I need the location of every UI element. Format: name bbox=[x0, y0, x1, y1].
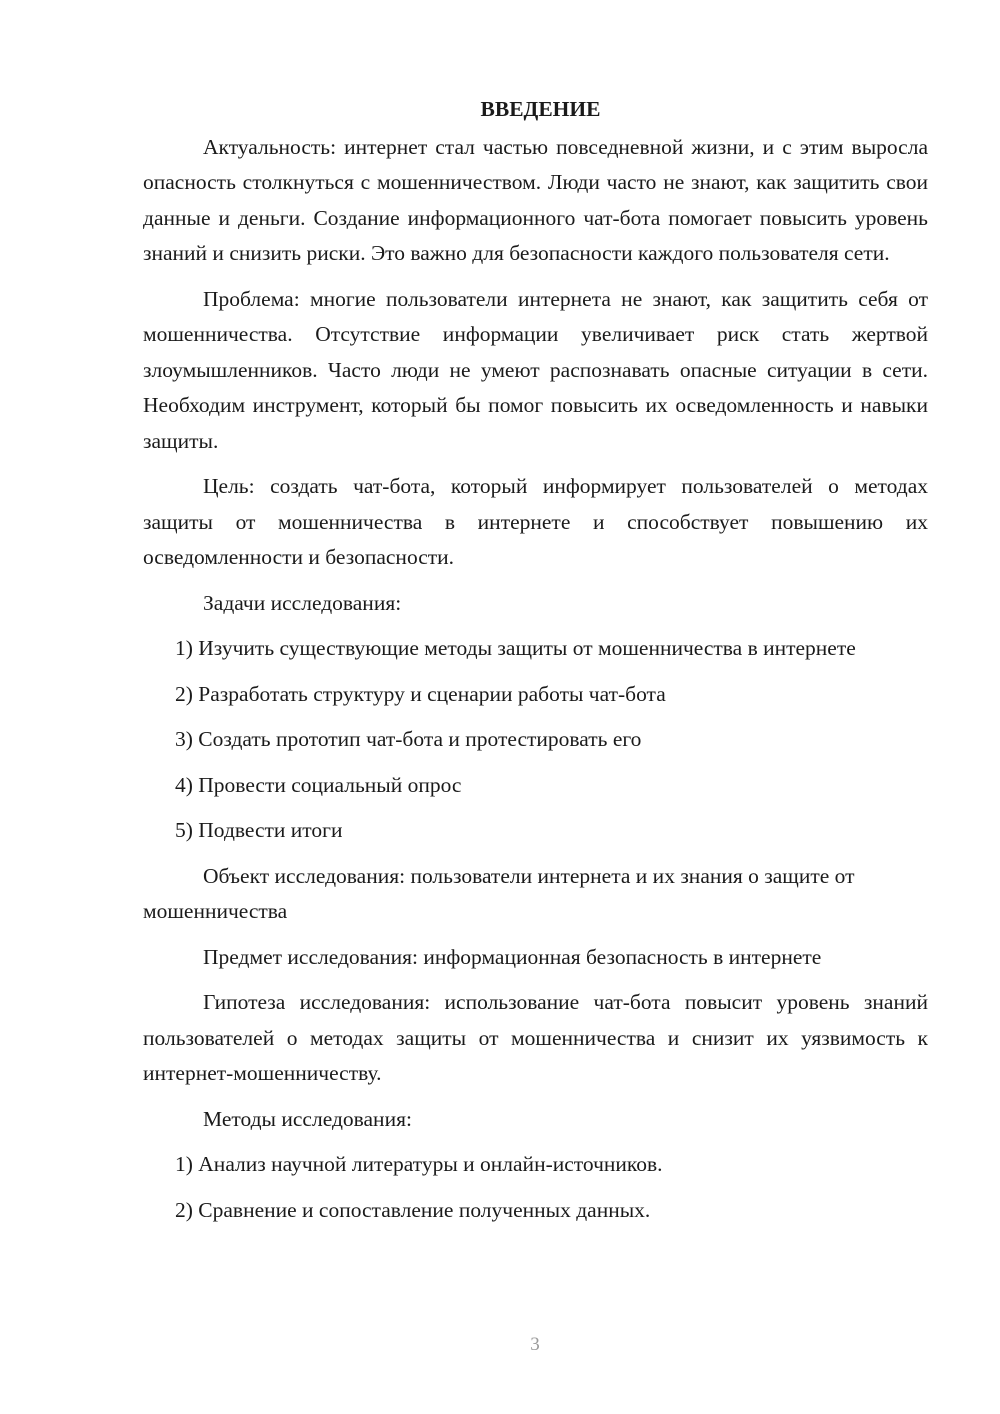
method-item-1: 1) Анализ научной литературы и онлайн-источников. bbox=[175, 1152, 663, 1176]
methods-heading: Методы исследования: bbox=[203, 1106, 412, 1131]
section-title: ВВЕДЕНИЕ bbox=[480, 97, 601, 121]
task-item-3: 3) Создать прототип чат-бота и протестировать его bbox=[175, 727, 642, 751]
paragraph-goal: Цель: создать чат-бота, который информирует пользователей о методах защиты от мошенничества в интернете и способствует повышению их осведомленности и безопасности. bbox=[143, 474, 928, 569]
task-item-1: 1) Изучить существующие методы защиты от мошенничества в интернете bbox=[175, 636, 856, 660]
document-page bbox=[143, 92, 928, 1238]
paragraph-relevance: Актуальность: интернет стал частью повседневной жизни, и с этим выросла опасность столкнуться с мошенничеством. Люди часто не знают, как защитить свои данные и деньги. Создание информационного чат-бота помогает повысить уровень знаний и снизить риски. Это важно для безопасности каждого пользователя сети. bbox=[143, 134, 928, 265]
page-number: 3 bbox=[530, 1334, 540, 1355]
paragraph-problem: Проблема: многие пользователи интернета не знают, как защитить себя от мошенничества. Отсутствие информации увеличивает риск стать жертвой злоумышленников. Часто люди не умеют распознавать опасные ситуации в сети. Необходим инструмент, который бы помог повысить их осведомленность и навыки защиты. bbox=[143, 286, 928, 453]
paragraph-hypothesis: Гипотеза исследования: использование чат-бота повысит уровень знаний пользователей о методах защиты от мошенничества и снизит их уязвимость к интернет-мошенничеству. bbox=[143, 990, 928, 1085]
tasks-heading: Задачи исследования: bbox=[203, 590, 402, 615]
task-item-2: 2) Разработать структуру и сценарии работы чат-бота bbox=[175, 681, 666, 706]
method-item-2: 2) Сравнение и сопоставление полученных данных. bbox=[175, 1197, 651, 1222]
paragraph-subject: Предмет исследования: информационная безопасность в интернете bbox=[203, 944, 822, 969]
task-item-4: 4) Провести социальный опрос bbox=[175, 772, 462, 797]
task-item-5: 5) Подвести итоги bbox=[175, 818, 343, 842]
paragraph-object: Объект исследования: пользователи интернета и их знания о защите от мошенничества bbox=[143, 863, 855, 923]
